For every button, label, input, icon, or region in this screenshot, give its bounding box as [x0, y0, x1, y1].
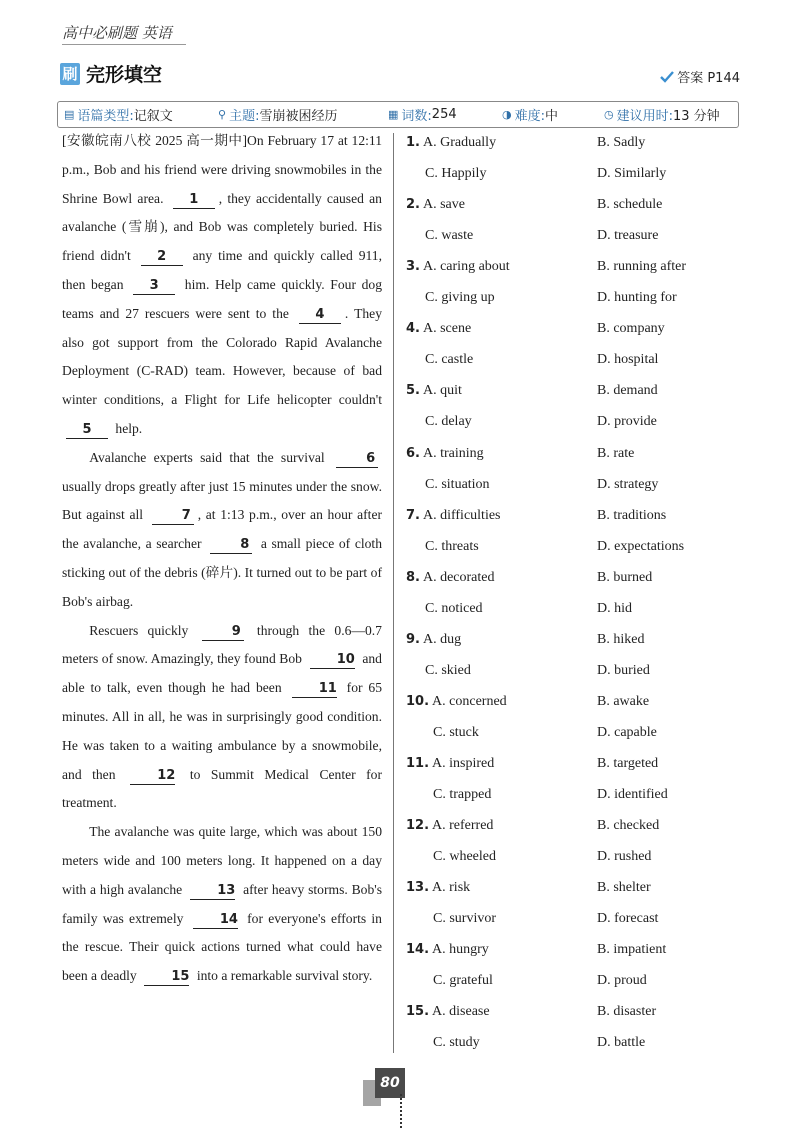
- page-number: 80: [375, 1068, 405, 1098]
- option-b[interactable]: B. company: [597, 321, 665, 337]
- meta-bar: [57, 101, 739, 128]
- blank-9[interactable]: 9: [202, 624, 244, 641]
- option-a[interactable]: A. difficulties: [422, 507, 501, 523]
- column-divider: [393, 133, 394, 1053]
- question-number: 14.: [406, 942, 430, 958]
- option-d[interactable]: D. strategy: [597, 476, 659, 492]
- question-number: 5.: [406, 383, 420, 399]
- option-a[interactable]: A. dug: [422, 631, 462, 647]
- option-d[interactable]: D. proud: [597, 973, 647, 989]
- question-number: 12.: [406, 818, 430, 834]
- option-a[interactable]: A. inspired: [432, 756, 495, 771]
- option-c[interactable]: C. situation: [425, 476, 490, 492]
- option-a[interactable]: A. hungry: [432, 942, 489, 958]
- option-b[interactable]: B. hiked: [597, 631, 645, 647]
- blank-10[interactable]: 10: [310, 652, 355, 669]
- option-a[interactable]: A. referred: [432, 818, 494, 834]
- option-c[interactable]: C. giving up: [425, 290, 495, 306]
- option-c[interactable]: C. survivor: [433, 911, 496, 927]
- question-13: [406, 880, 470, 896]
- question-7: [406, 508, 501, 524]
- option-d[interactable]: D. identified: [597, 787, 668, 802]
- option-b[interactable]: B. running after: [597, 259, 687, 275]
- question-11: [406, 756, 494, 772]
- question-number: 4.: [406, 321, 420, 337]
- option-a[interactable]: A. disease: [432, 1004, 490, 1020]
- option-c[interactable]: C. delay: [425, 414, 472, 430]
- question-12: [406, 818, 493, 834]
- option-d[interactable]: D. expectations: [597, 538, 685, 554]
- question-10: [406, 694, 507, 710]
- blank-6[interactable]: 6: [336, 451, 378, 468]
- series-title: 高中必刷题 英语: [62, 24, 172, 42]
- option-d[interactable]: D. hospital: [597, 352, 659, 368]
- meta-type: ▤ 语篇类型: 记叙文: [64, 108, 173, 124]
- option-a[interactable]: A. quit: [422, 383, 462, 399]
- option-d[interactable]: D. rushed: [597, 849, 652, 865]
- option-d[interactable]: D. hunting for: [597, 290, 677, 306]
- paragraph-3: Rescuers quickly 9 through the 0.6—0.7 meters of snow. Amazingly, they found Bob 10 and able to talk, even though he had been 11 for 65 minutes. All in all, he was in surprisingly good condition. He was taken to a waiting ambulance by a snowmobile, and then 12 to Summit Medical Center for treatment.: [62, 622, 383, 811]
- question-number: 2.: [406, 197, 420, 213]
- question-number: 10.: [406, 693, 430, 709]
- header-divider: [62, 44, 186, 45]
- option-b[interactable]: B. impatient: [597, 942, 667, 958]
- option-c[interactable]: C. trapped: [433, 787, 492, 802]
- blank-7[interactable]: 7: [152, 508, 194, 525]
- blank-1[interactable]: 1: [173, 192, 215, 209]
- blank-11[interactable]: 11: [292, 681, 337, 698]
- meta-words: ▦ 词数: 254: [388, 107, 457, 124]
- blank-4[interactable]: 4: [299, 307, 341, 324]
- word-count-icon: ▦: [388, 108, 399, 121]
- meta-difficulty: ◑ 难度: 中: [502, 108, 559, 124]
- question-14: [406, 942, 489, 958]
- option-d[interactable]: D. hid: [597, 600, 632, 616]
- option-b[interactable]: B. rate: [597, 445, 635, 461]
- blank-14[interactable]: 14: [193, 912, 238, 929]
- blank-15[interactable]: 15: [144, 969, 189, 986]
- question-15: [406, 1004, 490, 1020]
- section-heading: [60, 60, 162, 87]
- paragraph-1: [安徽皖南八校 2025 高一期中]On February 17 at 12:11 p.m., Bob and his friend were driving snowmobiles in the Shrine Bowl area. 1 , they accidentally caused an avalanche (雪崩), and Bob was completely buried. His friend didn't 2 any time and quickly called 911, then began 3 him. Help came quickly. Four dog teams and 27 rescuers were sent to the 4 . They also got support from the Colorado Rapid Avalanche Deployment (C-RAD) team. However, because of bad winter conditions, a Flight for Life helicopter couldn't 5 help.: [62, 133, 383, 437]
- passage: [62, 127, 382, 991]
- option-c[interactable]: C. castle: [425, 352, 474, 368]
- option-d[interactable]: D. provide: [597, 414, 657, 430]
- option-c[interactable]: C. wheeled: [433, 849, 496, 865]
- blank-13[interactable]: 13: [190, 883, 235, 900]
- option-d[interactable]: D. treasure: [597, 228, 659, 244]
- option-d[interactable]: D. battle: [597, 1035, 646, 1051]
- blank-3[interactable]: 3: [133, 278, 175, 295]
- option-a[interactable]: A. scene: [422, 321, 472, 337]
- option-b[interactable]: B. Sadly: [597, 135, 646, 150]
- option-b[interactable]: B. traditions: [597, 507, 667, 523]
- search-icon: ⚲: [218, 108, 227, 121]
- check-icon: [660, 70, 674, 84]
- blank-5[interactable]: 5: [66, 422, 108, 439]
- option-d[interactable]: D. capable: [597, 724, 657, 740]
- question-number: 7.: [406, 507, 420, 523]
- option-a[interactable]: A. concerned: [432, 693, 507, 709]
- option-b[interactable]: B. burned: [597, 569, 653, 585]
- meta-topic: ⚲ 主题: 雪崩被困经历: [218, 108, 338, 124]
- paragraph-4: The avalanche was quite large, which was about 150 meters wide and 100 meters long. It happened on a day with a high avalanche 13 after heavy storms. Bob's family was extremely 14 for everyone's efforts in the rescue. Their quick actions turned what could have been a deadly 15 into a remarkable survival story.: [62, 824, 382, 985]
- option-c[interactable]: C. Happily: [425, 166, 487, 181]
- question-6: [406, 446, 484, 462]
- option-d[interactable]: D. forecast: [597, 911, 659, 927]
- option-c[interactable]: C. threats: [425, 538, 479, 554]
- page-dots: [400, 1094, 402, 1128]
- blank-2[interactable]: 2: [141, 249, 183, 266]
- option-a[interactable]: A. training: [422, 445, 484, 461]
- question-9: [406, 632, 461, 648]
- clock-icon: ◷: [604, 108, 614, 121]
- option-b[interactable]: B. demand: [597, 383, 658, 399]
- option-a[interactable]: A. caring about: [422, 259, 510, 275]
- difficulty-icon: ◑: [502, 108, 512, 121]
- option-a[interactable]: A. risk: [432, 880, 471, 896]
- option-c[interactable]: C. stuck: [433, 724, 479, 740]
- blank-8[interactable]: 8: [210, 537, 252, 554]
- option-c[interactable]: C. noticed: [425, 600, 483, 616]
- question-number: 1.: [406, 135, 420, 150]
- option-c[interactable]: C. waste: [425, 228, 474, 244]
- question-1: [406, 135, 496, 151]
- question-5: [406, 383, 462, 399]
- question-number: 13.: [406, 880, 430, 896]
- question-2: [406, 197, 465, 213]
- option-b[interactable]: B. schedule: [597, 197, 663, 213]
- blank-12[interactable]: 12: [130, 768, 175, 785]
- question-number: 11.: [406, 756, 430, 771]
- brush-icon: 刷: [60, 63, 80, 85]
- page-number-badge: [363, 1068, 405, 1110]
- option-c[interactable]: C. grateful: [433, 973, 493, 989]
- option-b[interactable]: B. targeted: [597, 756, 659, 771]
- option-b[interactable]: B. disaster: [597, 1004, 657, 1020]
- option-d[interactable]: D. Similarly: [597, 166, 667, 181]
- question-number: 6.: [406, 445, 420, 461]
- question-number: 8.: [406, 569, 420, 585]
- question-number: 15.: [406, 1004, 430, 1020]
- document-icon: ▤: [64, 108, 75, 121]
- question-8: [406, 570, 495, 586]
- option-c[interactable]: C. study: [433, 1035, 480, 1051]
- option-b[interactable]: B. shelter: [597, 880, 651, 896]
- question-number: 3.: [406, 259, 420, 275]
- question-3: [406, 259, 510, 275]
- question-4: [406, 321, 471, 337]
- option-c[interactable]: C. skied: [425, 662, 471, 678]
- option-d[interactable]: D. buried: [597, 662, 650, 678]
- question-number: 9.: [406, 631, 420, 647]
- option-b[interactable]: B. awake: [597, 693, 650, 709]
- section-title: 完形填空: [86, 64, 163, 86]
- option-a[interactable]: A. Gradually: [422, 135, 497, 150]
- meta-time: ◷ 建议用时: 13 分钟: [604, 108, 720, 124]
- option-b[interactable]: B. checked: [597, 818, 660, 834]
- paragraph-2: Avalanche experts said that the survival 6 usually drops greatly after just 15 minutes under the snow. But against all 7 , at 1:13 p.m., over an hour after the avalanche, a searcher 8 a small piece of cloth sticking out of the debris (碎片). It turned out to be part of Bob's airbag.: [62, 449, 383, 609]
- option-a[interactable]: A. save: [422, 197, 465, 213]
- option-a[interactable]: A. decorated: [422, 569, 495, 585]
- answer-reference: [660, 67, 740, 86]
- answer-page: 答案 P144: [677, 71, 740, 86]
